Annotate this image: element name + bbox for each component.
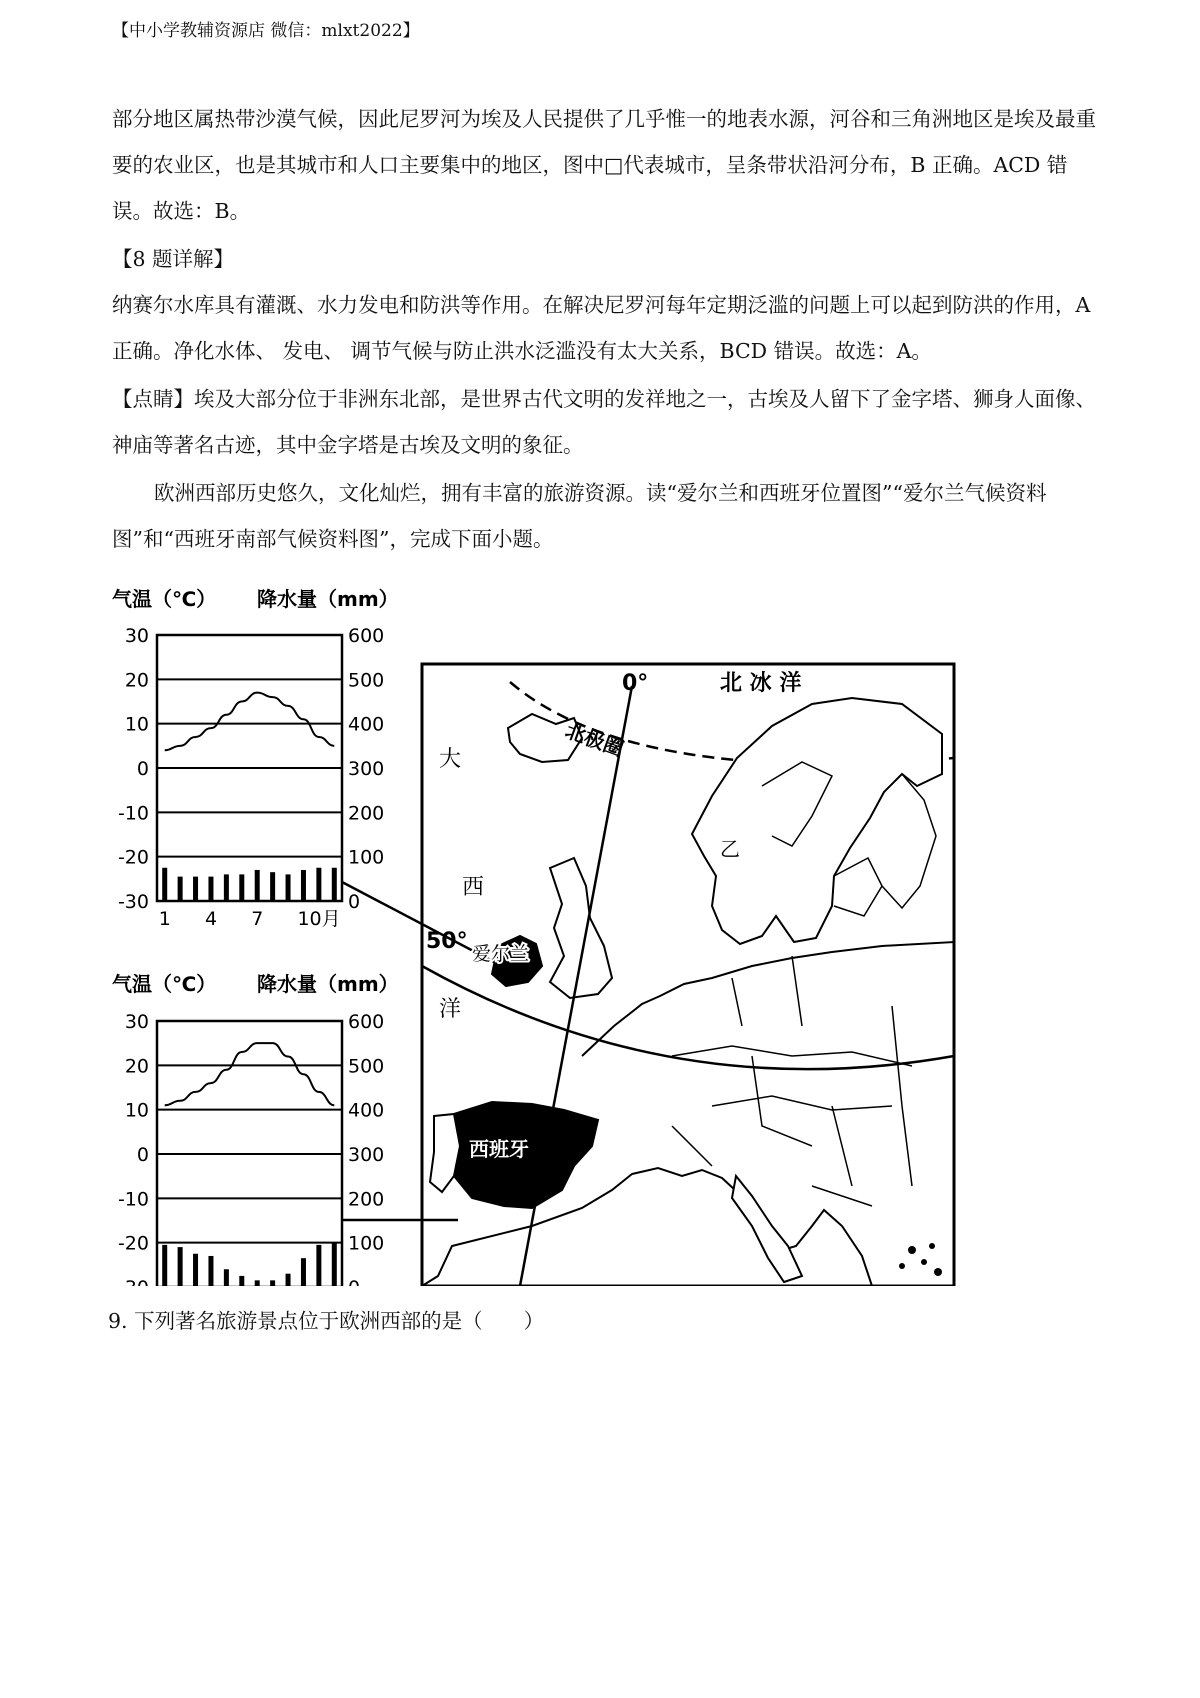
precip-tick-label: 400 [348,1099,385,1122]
paragraph-note: 【点睛】埃及大部分位于非洲东北部，是世界古代文明的发祥地之一，古埃及人留下了金字塔、狮身人面像、神庙等著名古迹，其中金字塔是古埃及文明的象征。 [112,387,1096,457]
temp-tick-label: 20 [124,1055,149,1078]
precipitation-bar [224,1269,229,1286]
spain-climate-chart [112,972,399,1286]
label-arctic-ocean: 北 冰 洋 [720,671,802,696]
label-arctic-circle: 北极圈 [562,718,627,762]
precipitation-bar [178,1247,183,1286]
temp-tick-label: 0 [136,758,149,780]
temp-tick-label: -10 [117,802,149,825]
precipitation-bar [316,1245,321,1286]
month-tick-label: 7 [251,908,264,930]
month-tick-label: 4 [204,908,218,930]
spain-precip-axis-label: 降水量（mm） [257,972,399,996]
precip-tick-label: 500 [348,1055,385,1078]
precip-tick-label [348,1277,360,1286]
spain-temp-axis-label: 气温（℃） [112,972,217,996]
spain-temperature-curve [165,1043,335,1105]
temp-tick-label: 30 [124,1011,149,1033]
precipitation-bar [193,1254,198,1286]
precipitation-bar [316,868,321,901]
label-atlantic-2: 西 [462,875,485,900]
precipitation-bar [224,874,229,901]
figure-svg [112,586,972,1286]
precipitation-bar [255,1280,260,1286]
precipitation-bar [332,868,337,901]
temp-tick-label: 0 [136,1144,149,1166]
temp-tick-label: -10 [117,1188,149,1211]
label-atlantic-1: 大 [439,747,462,772]
temp-tick-label: 10 [124,1099,149,1122]
precipitation-bar [286,874,291,901]
precipitation-bar [208,877,213,901]
month-tick-label: 1 [158,908,171,930]
precip-tick-label: 600 [348,1011,385,1033]
precipitation-bar [332,1243,337,1286]
precipitation-bar [286,1274,291,1286]
precip-tick-label: 300 [348,1144,385,1166]
precip-tick-label: 400 [348,713,385,736]
precipitation-bar [239,874,244,901]
precipitation-bar [301,1258,306,1286]
label-50-degree: 50° [426,929,468,954]
temp-tick-label: 30 [124,625,149,647]
temp-tick-label: 10 [124,713,149,736]
page-header: 【中小学教辅资源店 微信：mlxt2022】 [112,21,420,41]
precip-tick-label: 300 [348,758,385,780]
ireland-temp-axis-label: 气温（℃） [112,587,217,611]
month-tick-label: 10月 [297,908,341,930]
paragraph-intro: 欧洲西部历史悠久，文化灿烂，拥有丰富的旅游资源。读“爱尔兰和西班牙位置图”“爱尔兰气候资料图”和“西班牙南部气候资料图”，完成下面小题。 [112,481,1047,551]
label-0-degree: 0° [622,671,649,696]
temp-tick-label: -30 [117,891,149,913]
precipitation-bar [239,1276,244,1286]
precipitation-bar [270,1280,275,1286]
figure-europe [112,586,972,1290]
precipitation-bar [270,872,275,901]
label-yi: 乙 [720,837,740,861]
precip-tick-label: 0 [348,891,361,913]
precipitation-bar [301,870,306,901]
temp-tick-label [118,1277,149,1286]
precipitation-bar [162,1245,167,1286]
precip-tick-label: 500 [348,669,385,692]
paragraph-answer-7: 部分地区属热带沙漠气候，因此尼罗河为埃及人民提供了几乎惟一的地表水源，河谷和三角洲地区是埃及最重要的农业区，也是其城市和人口主要集中的地区，图中□代表城市，呈条带状沿河分布，B 正确。ACD 错误。故选：B。 [112,107,1096,223]
precipitation-bar [208,1256,213,1286]
precip-tick-label: 600 [348,625,385,647]
paragraph-answer-8: 纳赛尔水库具有灌溉、水力发电和防洪等作用。在解决尼罗河每年定期泛滥的问题上可以起到防洪的作用，A 正确。净化水体、 发电、 调节气候与防止洪水泛滥没有太大关系，BCD 错误。故选：A。 [112,293,1091,363]
temp-tick-label: -20 [117,1232,149,1255]
precipitation-bar [162,868,167,901]
precip-tick-label: 200 [348,1188,385,1211]
ireland-precip-axis-label: 降水量（mm） [257,587,399,611]
temp-tick-label: 20 [124,669,149,692]
europe-map [342,664,954,1286]
precipitation-bar [255,870,260,901]
precip-tick-label: 100 [348,1232,385,1255]
precipitation-bar [178,877,183,901]
question-9: 9. 下列著名旅游景点位于欧洲西部的是（ ） [108,1309,545,1333]
label-atlantic-3: 洋 [439,997,462,1022]
precip-tick-label: 200 [348,802,385,825]
temp-tick-label: -20 [117,846,149,869]
label-spain: 西班牙 [469,1137,529,1161]
ireland-climate-chart [112,587,399,930]
section-heading-8: 【8 题详解】 [112,247,235,271]
precipitation-bar [193,877,198,901]
label-ireland: 爱尔兰 [472,943,530,965]
precip-tick-label: 100 [348,846,385,869]
ireland-temperature-curve [165,693,335,751]
